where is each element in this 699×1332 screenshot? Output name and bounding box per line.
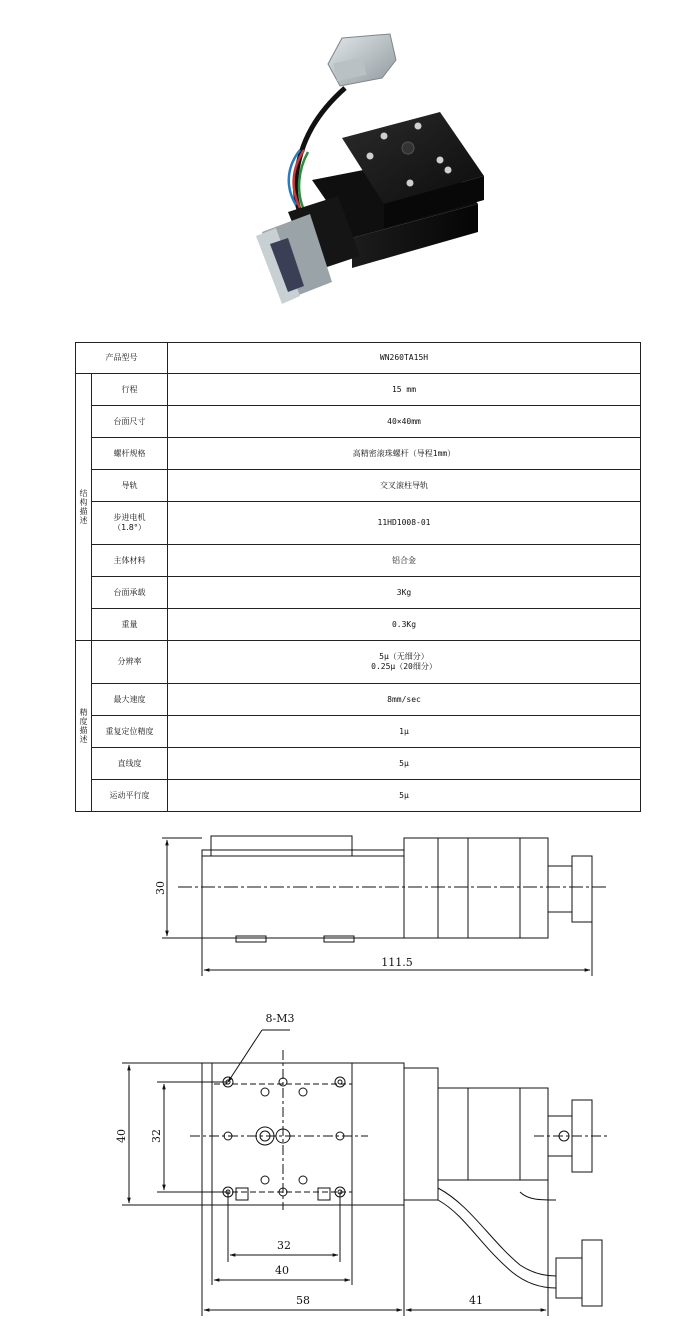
row-label: 重复定位精度 (92, 716, 168, 748)
row-value: 5μ（无细分） 0.25μ（20细分） (168, 641, 641, 684)
row-label: 直线度 (92, 748, 168, 780)
dim-side-length: 111.5 (381, 956, 413, 969)
row-value: 交叉滚柱导轨 (168, 470, 641, 502)
side-view (162, 836, 608, 976)
dim-stage-length: 58 (296, 1294, 310, 1307)
model-value: WN260TA15H (168, 343, 641, 374)
precision-group-label: 精度描述 (76, 641, 92, 812)
product-photo (0, 0, 699, 330)
row-label: 最大速度 (92, 684, 168, 716)
row-label: 台面承载 (92, 577, 168, 609)
row-label: 重量 (92, 609, 168, 641)
table-row (76, 641, 641, 684)
top-view-dimensions (122, 1030, 548, 1316)
table-row (76, 684, 641, 716)
table-row (76, 716, 641, 748)
row-value: 15 mm (168, 374, 641, 406)
dim-top-width: 40 (275, 1264, 289, 1277)
row-value: 1μ (168, 716, 641, 748)
row-value: 11HD1008-01 (168, 502, 641, 545)
row-value: 8mm/sec (168, 684, 641, 716)
db9-connector (328, 34, 396, 86)
row-label: 行程 (92, 374, 168, 406)
mounting-holes (223, 1077, 345, 1200)
row-label: 主体材料 (92, 545, 168, 577)
row-value: 5μ (168, 780, 641, 812)
dim-hole-pitch-h: 32 (277, 1239, 291, 1252)
spec-table (75, 342, 641, 812)
table-row (76, 470, 641, 502)
table-row (76, 343, 641, 374)
row-label: 分辨率 (92, 641, 168, 684)
table-row (76, 545, 641, 577)
table-row (76, 406, 641, 438)
row-value: 铝合金 (168, 545, 641, 577)
dim-top-height: 40 (115, 1129, 128, 1143)
top-view (190, 1050, 610, 1306)
row-label: 导轨 (92, 470, 168, 502)
row-label: 螺杆规格 (92, 438, 168, 470)
row-value: 40×40mm (168, 406, 641, 438)
table-row (76, 780, 641, 812)
table-row (76, 502, 641, 545)
table-row (76, 748, 641, 780)
dim-side-height: 30 (154, 881, 167, 895)
table-row (76, 438, 641, 470)
row-value: 0.3Kg (168, 609, 641, 641)
dim-hole-spec: 8-M3 (265, 1012, 295, 1025)
model-label: 产品型号 (76, 343, 168, 374)
row-label: 步进电机 （1.8°） (92, 502, 168, 545)
row-value: 3Kg (168, 577, 641, 609)
structure-group-label: 结构描述 (76, 374, 92, 641)
dim-hole-pitch-v: 32 (150, 1129, 163, 1143)
dim-motor-length: 41 (469, 1294, 483, 1307)
table-row (76, 609, 641, 641)
row-label: 台面尺寸 (92, 406, 168, 438)
row-value: 高精密滚珠螺杆（导程1mm） (168, 438, 641, 470)
table-row (76, 374, 641, 406)
row-value: 5μ (168, 748, 641, 780)
table-row (76, 577, 641, 609)
row-label: 运动平行度 (92, 780, 168, 812)
